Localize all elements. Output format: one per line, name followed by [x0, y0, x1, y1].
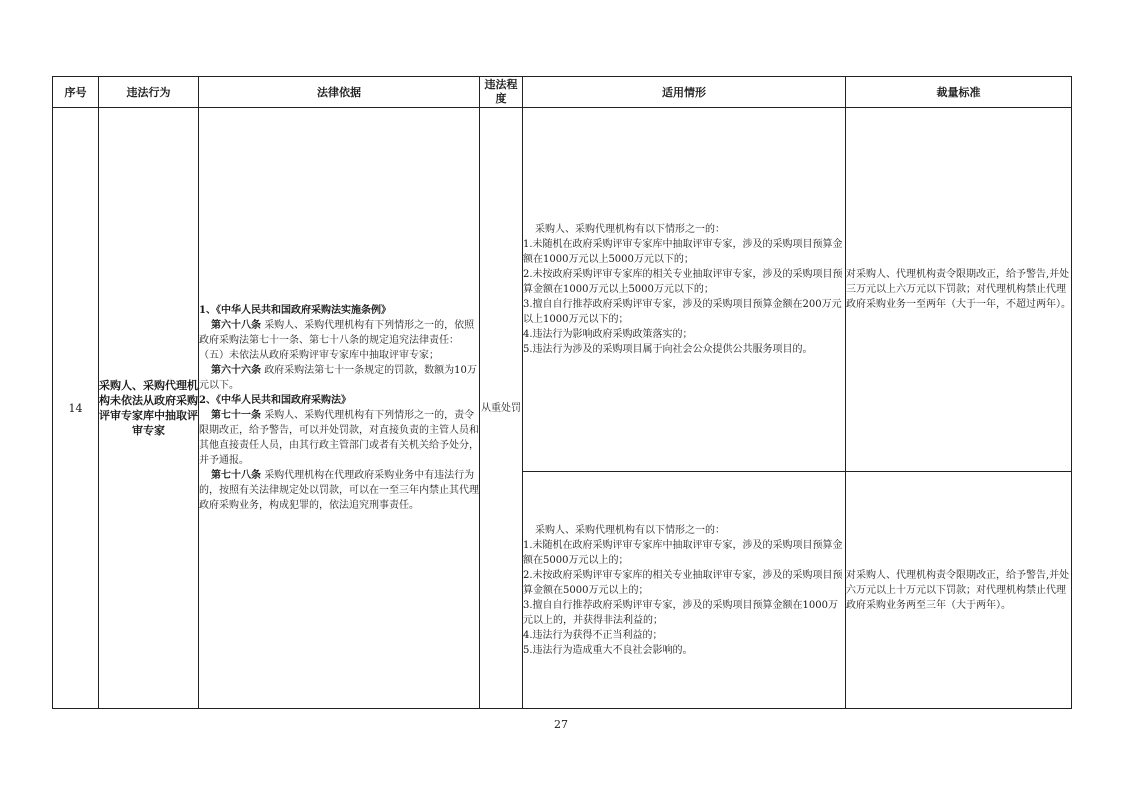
article-78-text: 采购代理机构在代理政府采购业务中有违法行为的，按照有关法律规定处以罚款，可以在一至三年内禁止其代理政府采购业务，构成犯罪的，依法追究刑事责任。 [199, 470, 479, 511]
article-68-item-5: （五）未依法从政府采购评审专家库中抽取评审专家； [199, 350, 439, 361]
article-78 [199, 468, 479, 513]
row-index: 14 [53, 108, 99, 709]
penalty-table [52, 76, 1072, 709]
article-78-label: 第七十八条 [211, 470, 261, 481]
violation-degree: 从重处罚 [480, 108, 523, 709]
situation-1-lead: 采购人、采购代理机构有以下情形之一的： [535, 224, 725, 235]
article-68 [199, 318, 479, 348]
article-68-label: 第六十八条 [211, 320, 261, 331]
situation-cell-2 [523, 472, 846, 709]
situation-2-item: 5.违法行为造成重大不良社会影响的。 [523, 644, 693, 656]
situation-cell-1 [523, 108, 846, 472]
situation-1-item: 4.违法行为影响政府采购政策落实的； [523, 329, 693, 340]
law2-title: 2、《中华人民共和国政府采购法》 [199, 395, 351, 406]
page-number: 27 [554, 718, 568, 731]
situation-2-lead: 采购人、采购代理机构有以下情形之一的： [535, 524, 725, 536]
situation-2-item: 2.未按政府采购评审专家库的相关专业抽取评审专家，涉及的采购项目预算金额在5000万元以上的； [523, 569, 843, 596]
article-71 [199, 408, 479, 468]
standard-cell-2: 对采购人、代理机构责令限期改正，给予警告,并处六万元以上十万元以下罚款；对代理机构禁止代理政府采购业务两至三年（大于两年）。 [846, 472, 1072, 709]
situation-2-item: 1.未随机在政府采购评审专家库中抽取评审专家，涉及的采购项目预算金额在5000万元以上的； [523, 539, 843, 566]
legal-basis [199, 108, 480, 709]
situation-1-item: 3.擅自自行推荐政府采购评审专家，涉及的采购项目预算金额在200万元以上1000万元以下的； [523, 299, 842, 325]
article-71-text: 采购人、采购代理机构有下列情形之一的，责令限期改正，给予警告，可以并处罚款，对直接负责的主管人员和其他直接责任人员，由其行政主管部门或者有关机关给予处分，并予通报。 [199, 410, 479, 466]
situation-1-item: 5.违法行为涉及的采购项目属于向社会公众提供公共服务项目的。 [523, 344, 813, 355]
situation-2-item: 3.擅自自行推荐政府采购评审专家，涉及的采购项目预算金额在1000万元以上的，并获得非法利益的； [523, 599, 838, 626]
article-66-text: 政府采购法第七十一条规定的罚款，数额为10万元以下。 [199, 365, 477, 391]
violation-description: 采购人、采购代理机构未依法从政府采购评审专家库中抽取评审专家 [99, 108, 199, 709]
situation-2-item: 4.违法行为获得不正当利益的； [523, 629, 663, 641]
header-legal-basis: 法律依据 [199, 77, 480, 108]
situation-1-item: 2.未按政府采购评审专家库的相关专业抽取评审专家，涉及的采购项目预算金额在1000万元以上5000万元以下的； [523, 269, 843, 295]
header-standard: 裁量标准 [846, 77, 1072, 108]
standard-cell-1: 对采购人、代理机构责令限期改正，给予警告,并处三万元以上六万元以下罚款；对代理机构禁止代理政府采购业务一至两年（大于一年，不超过两年）。 [846, 108, 1072, 472]
header-index: 序号 [53, 77, 99, 108]
situation-1-item: 1.未随机在政府采购评审专家库中抽取评审专家，涉及的采购项目预算金额在1000万元以上5000万元以下的； [523, 239, 843, 265]
article-66-label: 第六十六条 [211, 365, 261, 376]
header-row [53, 77, 1072, 108]
article-71-label: 第七十一条 [211, 410, 261, 421]
table-row [53, 108, 1072, 472]
law1-title: 1、《中华人民共和国政府采购法实施条例》 [199, 305, 391, 316]
header-violation: 违法行为 [99, 77, 199, 108]
article-66 [199, 363, 479, 393]
article-68-text: 采购人、采购代理机构有下列情形之一的，依照政府采购法第七十一条、第七十八条的规定追究法律责任： [199, 320, 475, 346]
header-situation: 适用情形 [523, 77, 846, 108]
header-degree: 违法程度 [480, 77, 523, 108]
